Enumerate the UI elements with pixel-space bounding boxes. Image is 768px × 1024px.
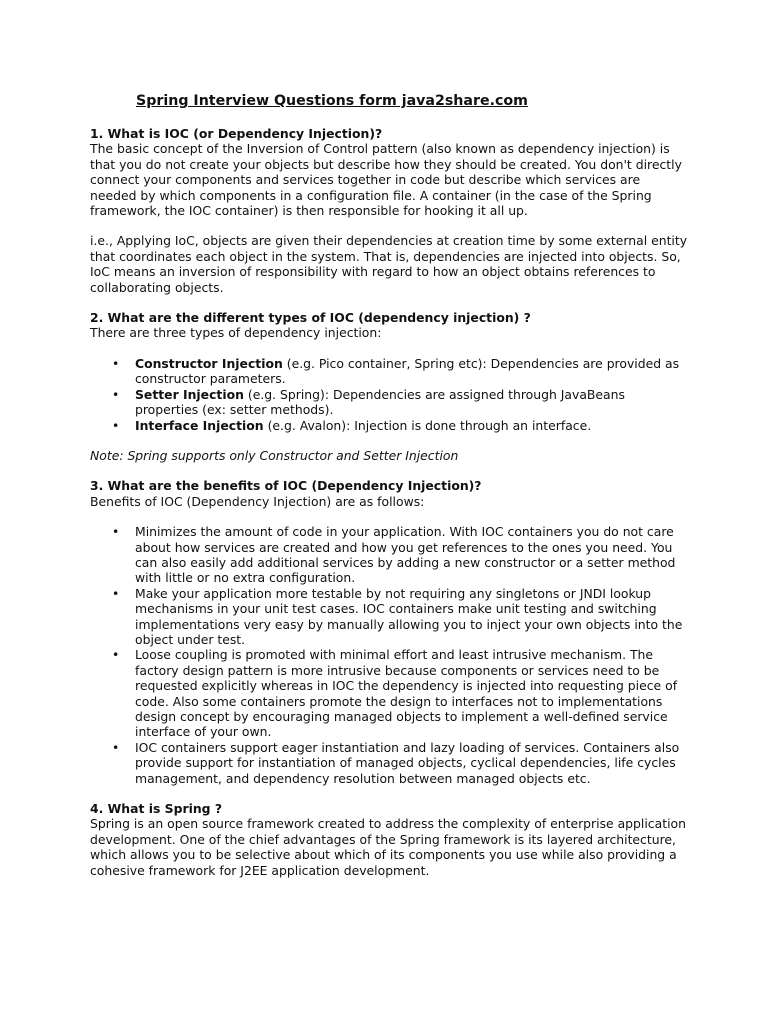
list-item [90,524,690,586]
question-3-intro: Benefits of IOC (Dependency Injection) are as follows: [90,493,425,509]
list-item-text: IOC containers support eager instantiation and lazy loading of services. Containers also provide support for instantiation of managed objects, cyclical dependencies, life cycles management, and dependency resolution between managed objects etc. [135,739,680,786]
list-item-term: Setter Injection [135,386,244,402]
list-item-text: (e.g. Pico container, Spring etc): Dependencies are provided as constructor parameters. [135,355,680,387]
bullet-icon: • [112,386,120,402]
bullet-icon: • [112,417,120,433]
list-item [90,356,690,387]
list-item [90,647,690,739]
list-item [90,586,690,648]
question-1-heading: 1. What is IOC (or Dependency Injection)? [90,126,383,141]
bullet-icon: • [112,585,120,601]
list-item-text: (e.g. Avalon): Injection is done through an interface. [263,417,592,433]
question-3-heading: 3. What are the benefits of IOC (Dependency Injection)? [90,478,482,494]
bullet-icon: • [112,647,120,663]
bullet-icon: • [112,739,120,755]
document-title: Spring Interview Questions form java2share.com [136,93,528,109]
document-body [90,126,690,878]
injection-types-list [90,356,690,433]
list-item-text: Make your application more testable by not requiring any singletons or JNDI lookup mechanisms in your unit test cases. IOC containers make unit testing and switching implementations very easy by manually allowing you to inject your own objects into the object under test. [135,585,683,647]
list-item-text: Loose coupling is promoted with minimal effort and least intrusive mechanism. The factory design pattern is more intrusive because components or services need to be requested explicitly whereas in IOC the dependency is injected into requesting piece of code. Also some containers promote the design to interfaces not to implementations design concept by encouraging managed objects to implement a well-defined service interface of your own. [135,647,678,740]
bullet-icon: • [112,524,120,540]
question-4-heading: 4. What is Spring ? [90,801,223,817]
list-item [90,740,690,786]
question-2-heading: 2. What are the different types of IOC (dependency injection) ? [90,310,531,326]
question-1-paragraph-1: The basic concept of the Inversion of Control pattern (also known as dependency injection) is that you do not create your objects but describe how they should be created. You don't directly connect your components and services together in code but describe which services are needed by which components in a configuration file. A container (in the case of the Spring framework, the IOC container) is then responsible for hooking it all up. [90,141,682,219]
benefits-list [90,524,690,786]
question-2-intro: There are three types of dependency injection: [90,325,382,341]
question-4-paragraph: Spring is an open source framework created to address the complexity of enterprise application development. One of the chief advantages of the Spring framework is its layered architecture, which allows you to be selective about which of its components you use while also providing a cohesive framework for J2EE application development. [90,816,686,878]
question-1-paragraph-2: i.e., Applying IoC, objects are given their dependencies at creation time by some external entity that coordinates each object in the system. That is, dependencies are injected into objects. So, IoC means an inversion of responsibility with regard to how an object obtains references to collaborating objects. [90,233,688,295]
list-item-term: Constructor Injection [135,355,283,371]
list-item [90,387,690,418]
bullet-icon: • [112,355,120,371]
list-item-text: (e.g. Spring): Dependencies are assigned through JavaBeans properties (ex: setter methods). [135,386,625,418]
list-item-term: Interface Injection [135,417,264,433]
list-item-text: Minimizes the amount of code in your application. With IOC containers you do not care about how services are created and how you get references to the ones you need. You can also easily add additional services by adding a new constructor or a setter method with little or no extra configuration. [135,524,676,586]
spring-support-note: Note: Spring supports only Constructor and Setter Injection [90,447,459,463]
list-item [90,418,690,433]
